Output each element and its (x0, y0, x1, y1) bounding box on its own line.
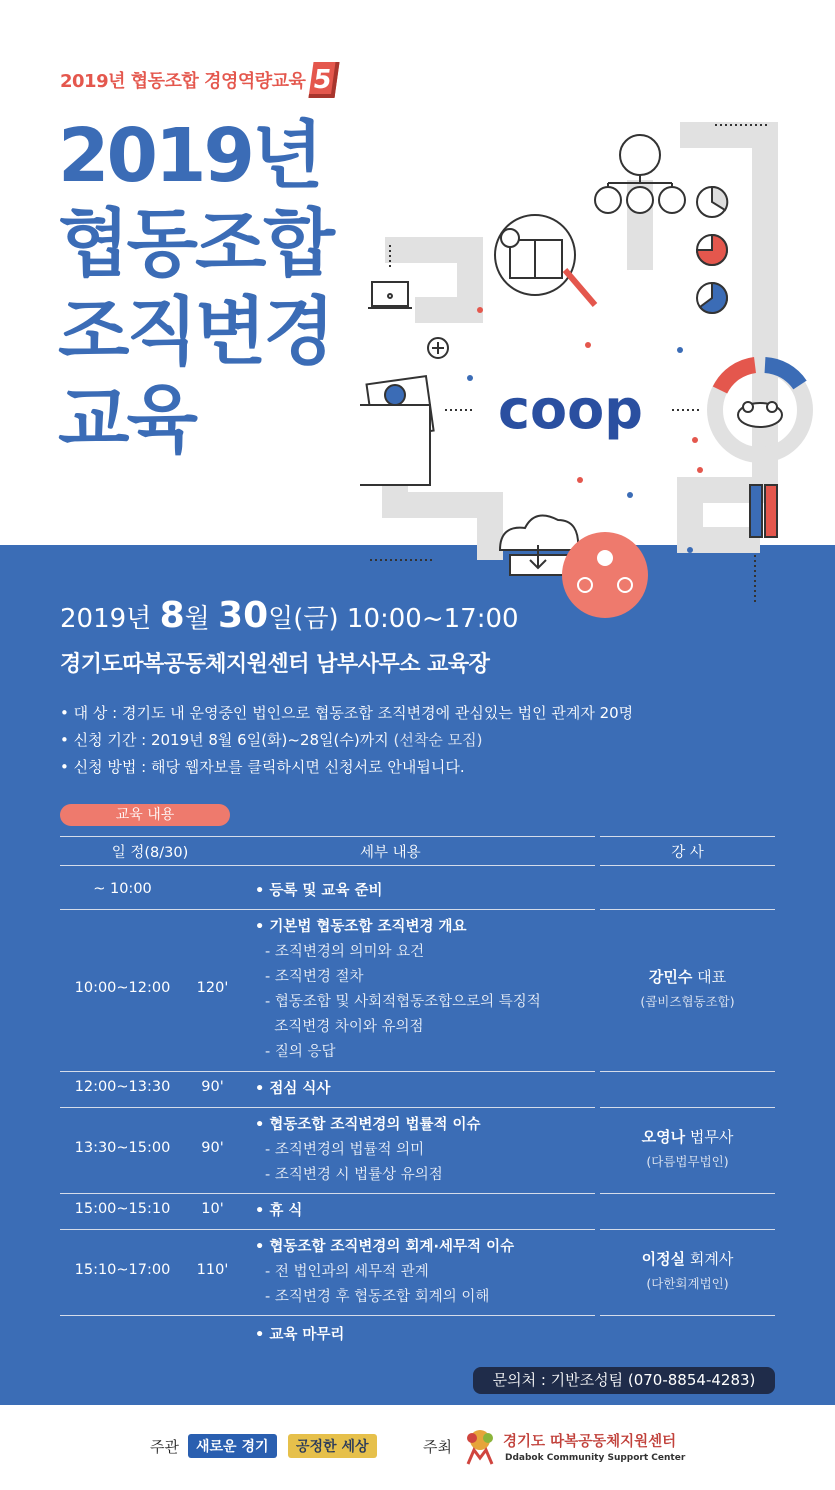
table-divider (240, 865, 595, 866)
table-divider (600, 1315, 775, 1316)
folder-icon (360, 376, 434, 485)
title-line-1: 2019년 (58, 113, 321, 199)
info-target (60, 700, 633, 727)
organizer-name-en: Ddabok Community Support Center (505, 1453, 686, 1463)
date-month: 8 (159, 595, 185, 636)
schedule-duration: 90' (201, 1140, 224, 1156)
schedule-title: • 교육 마무리 (255, 1326, 345, 1343)
table-divider (185, 909, 240, 910)
instructor-name (600, 966, 775, 987)
table-divider (185, 1071, 240, 1072)
schedule-title: • 휴 식 (255, 1202, 303, 1219)
schedule-duration: 110' (196, 1262, 229, 1278)
schedule-title: • 협동조합 조직변경의 회계·세무적 이슈 (255, 1238, 515, 1255)
instructor-name-text: 이정실 (641, 1250, 686, 1268)
info-value: : 2019년 8월 6일(화)~28일(수)까지 (136, 731, 394, 749)
table-divider (600, 1193, 775, 1194)
coop-logo-text: coop (498, 378, 643, 441)
instructor-name-text: 오영나 (641, 1128, 686, 1146)
instructor-title: 법무사 (685, 1128, 734, 1146)
table-divider (240, 1315, 595, 1316)
table-divider (185, 1193, 240, 1194)
schedule-title: • 협동조합 조직변경의 법률적 이슈 (255, 1116, 481, 1133)
pie-chart-icon (697, 187, 727, 313)
instructor-org: (콥비즈협동조합) (640, 994, 735, 1009)
info-period (60, 727, 633, 754)
table-divider (600, 836, 775, 837)
laptop-icon (368, 282, 412, 308)
series-text: 2019년 협동조합 경영역량교육 (60, 71, 306, 92)
section-label: 교육 내용 (60, 804, 230, 826)
instructor-org: (다름법무법인) (646, 1154, 729, 1169)
schedule-title: • 기본법 협동조합 조직변경 개요 (255, 919, 467, 935)
coop-illustration (360, 110, 835, 630)
date-month-unit: 월 (184, 604, 219, 634)
table-divider (240, 1107, 595, 1108)
table-divider (600, 865, 775, 866)
info-label: • 신청 방법 (60, 758, 137, 776)
title-line-4: 교육 (58, 377, 195, 463)
schedule-duration: 10' (201, 1201, 224, 1217)
org-chart-icon (595, 135, 685, 213)
series-label (60, 62, 337, 98)
instructor-org: (다한회계법인) (646, 1276, 729, 1291)
table-divider (185, 1107, 240, 1108)
table-divider (60, 1229, 185, 1230)
info-label: • 대 상 (60, 704, 108, 722)
schedule-subitem: - 질의 응답 (265, 1044, 336, 1060)
instructor-title: 회계사 (685, 1250, 734, 1268)
info-value: : 경기도 내 운영중인 법인으로 협동조합 조직변경에 관심있는 법인 관계자 20명 (107, 704, 634, 722)
table-divider (60, 1107, 185, 1108)
schedule-subitem: - 조직변경의 법률적 의미 (265, 1141, 425, 1158)
report-icon (495, 215, 595, 305)
info-label: • 신청 기간 (60, 731, 137, 749)
schedule-subitem: 조직변경 차이와 유의점 (265, 1019, 424, 1035)
schedule-duration: 120' (196, 980, 229, 996)
schedule-time: 10:00~12:00 (74, 980, 171, 996)
table-divider (60, 1193, 185, 1194)
instructor-title: 대표 (692, 968, 727, 986)
table-divider (185, 1315, 240, 1316)
schedule-title: • 점심 식사 (255, 1080, 331, 1097)
table-divider (600, 1071, 775, 1072)
table-divider (60, 1071, 185, 1072)
schedule-time: 12:00~13:30 (74, 1079, 171, 1095)
host-slogan-fair-world: 공정한 세상 (288, 1434, 377, 1458)
table-divider (240, 1193, 595, 1194)
schedule-subitem: - 조직변경 후 협동조합 회계의 이해 (265, 1288, 490, 1305)
host-slogan-new-gyeonggi: 새로운 경기 (188, 1434, 277, 1458)
footer (0, 1405, 835, 1490)
event-date (60, 595, 519, 636)
info-method (60, 754, 633, 781)
ddabok-logo-icon (460, 1428, 500, 1466)
schedule-time: 13:30~15:00 (74, 1140, 171, 1156)
instructor-name (600, 1248, 775, 1269)
info-list (60, 700, 633, 781)
col-header-instructor: 강 사 (671, 845, 704, 861)
schedule-time: 15:00~15:10 (74, 1201, 171, 1217)
schedule-subitem: - 조직변경의 의미와 요건 (265, 944, 425, 960)
contact-badge[interactable]: 문의처 : 기반조성팀 (070-8854-4283) (473, 1367, 775, 1394)
date-year: 2019년 (60, 604, 160, 634)
title-line-2: 협동조합 (58, 201, 332, 287)
schedule-subitem: - 협동조합 및 사회적협동조합으로의 특징적 (265, 994, 541, 1010)
date-time: 일(금) 10:00~17:00 (268, 604, 519, 634)
schedule-subitem: - 조직변경 시 법률상 유의점 (265, 1166, 443, 1183)
instructor-name-text: 강민수 (648, 968, 693, 986)
info-note: (선착순 모집) (393, 731, 483, 749)
col-header-detail: 세부 내용 (360, 845, 421, 861)
table-divider (240, 1229, 595, 1230)
table-divider (600, 1107, 775, 1108)
table-divider (60, 836, 240, 837)
schedule-time: 15:10~17:00 (74, 1262, 171, 1278)
people-icon (562, 532, 648, 618)
schedule-duration: 90' (201, 1079, 224, 1095)
table-divider (600, 1229, 775, 1230)
table-divider (185, 1229, 240, 1230)
page-title (58, 112, 332, 464)
schedule-subitem: - 전 법인과의 세무적 관계 (265, 1263, 429, 1280)
event-venue: 경기도따복공동체지원센터 남부사무소 교육장 (60, 652, 490, 677)
table-divider (240, 1071, 595, 1072)
table-divider (60, 909, 185, 910)
table-divider (600, 909, 775, 910)
series-number-badge: 5 (309, 62, 340, 98)
date-day: 30 (218, 595, 269, 636)
schedule-title: • 등록 및 교육 준비 (255, 882, 383, 899)
instructor-name (600, 1126, 775, 1147)
plus-icon (428, 338, 448, 358)
host-label: 주관 (150, 1438, 179, 1456)
organizer-label: 주최 (423, 1438, 452, 1456)
info-value: : 해당 웹자보를 클릭하시면 신청서로 안내됩니다. (136, 758, 465, 776)
table-divider (60, 1315, 185, 1316)
organizer-name: 경기도 따복공동체지원센터 (503, 1434, 677, 1450)
table-divider (240, 836, 595, 837)
table-divider (240, 909, 595, 910)
table-divider (60, 865, 240, 866)
col-header-time: 일 정(8/30) (111, 845, 189, 861)
title-line-3: 조직변경 (58, 289, 332, 375)
schedule-subitem: - 조직변경 절차 (265, 969, 364, 985)
schedule-time: ~ 10:00 (93, 881, 152, 897)
